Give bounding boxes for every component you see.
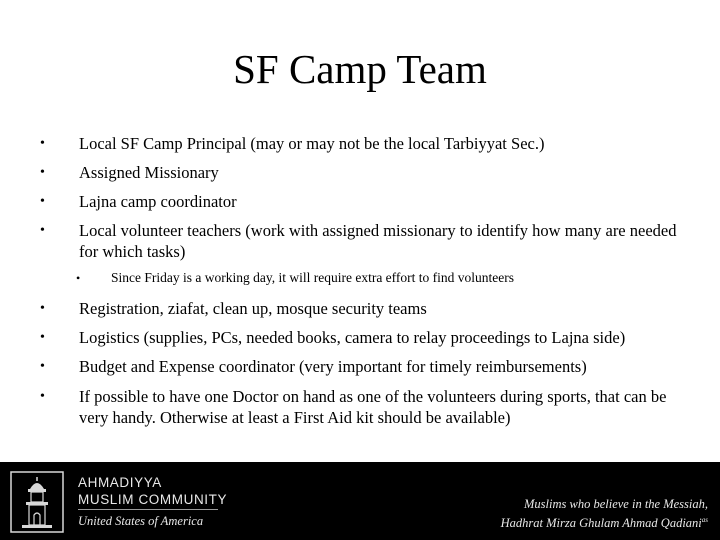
bullet-marker: •	[40, 223, 45, 238]
bullet-marker: •	[40, 301, 45, 316]
sub-bullet-text: Since Friday is a working day, it will require extra effort to find volunteers	[111, 270, 515, 285]
bullet-text: If possible to have one Doctor on hand as one of the volunteers during sports, that can be very handy. Otherwise at least a First Aid kit should be available)	[79, 387, 667, 427]
tagline-line2	[501, 512, 708, 531]
organization-name-line2: MUSLIM COMMUNITY	[78, 492, 228, 507]
bullet-text: Local volunteer teachers (work with assigned missionary to identify how many are needed for which tasks)	[79, 221, 677, 261]
tagline-line2-text: Hadhrat Mirza Ghulam Ahmad Qadiani	[500, 516, 702, 531]
bullet-text: Logistics (supplies, PCs, needed books, camera to relay proceedings to Lajna side)	[79, 328, 626, 347]
slide-title: SF Camp Team	[233, 46, 487, 92]
bullet-marker: •	[40, 330, 45, 345]
tagline-line1: Muslims who believe in the Messiah,	[524, 497, 708, 511]
footer-divider	[78, 509, 218, 510]
tagline	[501, 496, 708, 531]
tagline-mark: as	[701, 516, 708, 524]
organization-country: United States of America	[78, 514, 204, 528]
bullet-marker: •	[40, 194, 45, 209]
organization-name	[78, 474, 227, 508]
minaret-logo-icon	[10, 471, 64, 533]
bullet-text: Budget and Expense coordinator (very important for timely reimbursements)	[79, 357, 587, 376]
bullet-marker: •	[40, 389, 45, 404]
bullet-text: Local SF Camp Principal (may or may not be the local Tarbiyyat Sec.)	[79, 134, 545, 153]
bullet-marker: •	[40, 136, 45, 151]
bullet-text: Lajna camp coordinator	[79, 192, 237, 211]
bullet-marker: •	[40, 165, 45, 180]
sub-bullet-marker: •	[76, 271, 81, 285]
bullet-text: Registration, ziafat, clean up, mosque security teams	[79, 299, 427, 318]
footer-banner	[0, 462, 720, 540]
bullet-marker: •	[40, 359, 45, 374]
bullet-text: Assigned Missionary	[79, 163, 219, 182]
organization-name-line1: AHMADIYYA	[78, 475, 162, 490]
